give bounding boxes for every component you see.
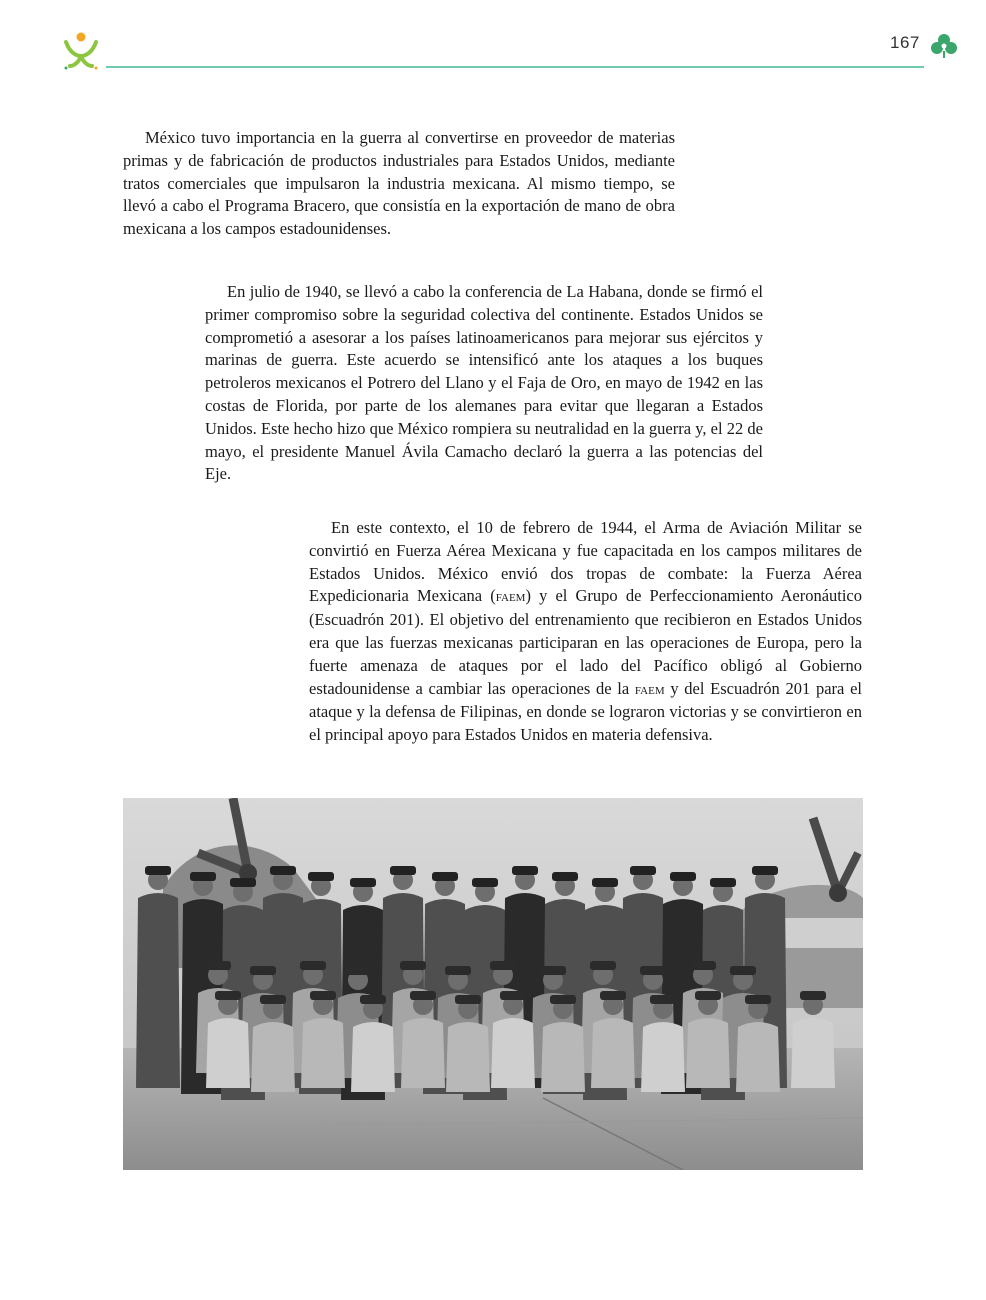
header-rule bbox=[106, 66, 924, 68]
clover-icon bbox=[930, 33, 958, 59]
paragraph-text: En este contexto, el 10 de febrero de 1944, el Arma de Aviación Militar se convirtió en Fuerza Aérea Mexicana y fue capacitada en los campos militares de Estados Unidos. México envió dos tropas de combate: la Fuerza Aérea Expedicionaria Mexicana ( bbox=[309, 518, 862, 606]
paragraph-air-force bbox=[309, 517, 862, 747]
page-number: 167 bbox=[890, 33, 920, 52]
acronym-faem: faem bbox=[634, 680, 665, 698]
paragraph-text: ) y el Grupo de Perfeccionamiento Aeronáutico (Escuadrón 201). El objetivo del entrenamiento que recibieron en Estados Unidos era que las fuerzas mexicanas participaran en las operaciones de Europa, pero la fuerte amenaza de ataques por el lado del Pacífico obligó al Gobierno estadounidense a cambiar las operaciones de la bbox=[309, 586, 863, 698]
acronym-faem: faem bbox=[495, 588, 526, 606]
paragraph-text: y del Escuadrón 201 para el ataque y la defensa de Filipinas, en donde se lograron victorias y se convirtieron en el principal apoyo para Estados Unidos en materia defensiva. bbox=[309, 678, 862, 745]
paragraph-havana-conference: En julio de 1940, se llevó a cabo la conferencia de La Habana, donde se firmó el primer compromiso sobre la seguridad colectiva del continente. Estados Unidos se comprometió a asesorar a los países latinoamericanos para mejorar sus ejércitos y marinas de guerra. Este acuerdo se intensificó ante los ataques a los buques petroleros mexicanos el Potrero del Llano y el Faja de Oro, en mayo de 1942 en las costas de Florida, por parte de los alemanes para evitar que llegaran a Estados Unidos. Este hecho hizo que México rompiera su neutralidad en la guerra y, el 22 de mayo, el presidente Manuel Ávila Camacho declaró la guerra a las potencias del Eje. bbox=[205, 282, 763, 484]
paragraph-economy: México tuvo importancia en la guerra al convertirse en proveedor de materias primas y de fabricación de productos industriales para Estados Unidos, mediante tratos comerciales que impulsaron la industria mexicana. Al mismo tiempo, se llevó a cabo el Programa Bracero, que consistía en la exportación de mano de obra mexicana a los campos estadounidenses. bbox=[123, 128, 675, 239]
squadron-201-photo bbox=[123, 798, 863, 1170]
person-logo-icon bbox=[58, 28, 104, 74]
